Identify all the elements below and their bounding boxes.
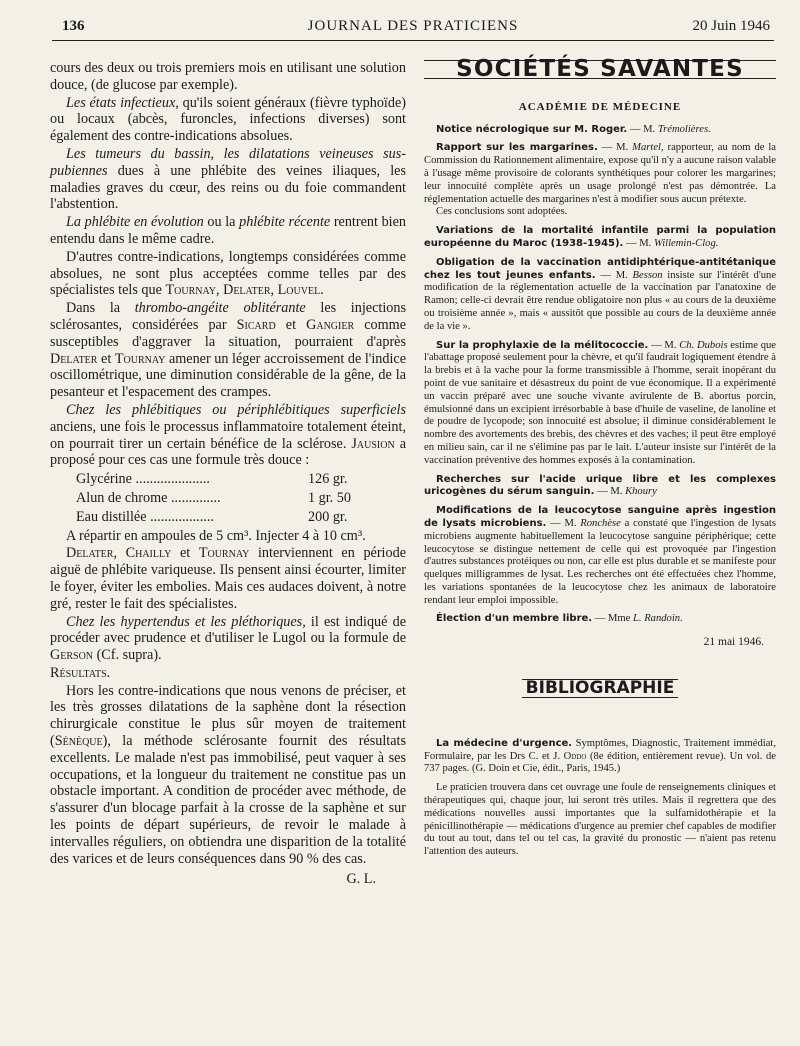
- list-item: Notice nécrologique sur M. Roger. — M. Trémolières.: [436, 123, 711, 135]
- issue-date: 20 Juin 1946: [692, 18, 770, 34]
- book-review: Le praticien trouvera dans cet ouvrage une foule de renseignements cliniques et thérapeutiques qui, chaque jour, lui seront très utiles. Mais il regrettera que des médications nouvelles aussi importantes que la sulfamidothérapie et la pénicillinothérapie — médications d'urgence au premier chef capables de modifier du tout au tout, dans tel ou tel cas, la gravité du pronostic — n'aient pas retenu l'attention des auteurs.: [424, 782, 776, 858]
- list-item: Ces conclusions sont adoptées.: [436, 206, 568, 218]
- paragraph: Dans la thrombo-angéite oblitérante les injections sclérosantes, considérées par Sicard et Gangier comme susceptibles d'aggraver la situation, pourraient d'après Delater et Tournay amener un léger accroissement de l'indice oscillométrique, une diminution considérable de la gêne, de la pesanteur et l'espacement des crampes.: [50, 300, 407, 401]
- bibliography-title: BIBLIOGRAPHIE: [424, 679, 776, 698]
- page-header: [52, 14, 774, 38]
- session-date: 21 mai 1946.: [703, 636, 764, 649]
- book-entry: La médecine d'urgence. Symptômes, Diagnostic, Traitement immédiat, Formulaire, par les Drs C. et J. Oddo (8e édition, entièrement revue). Un vol. de 737 pages. (G. Doin et Cie, édit., Paris, 1945.): [424, 737, 777, 775]
- journal-title: JOURNAL DES PRATICIENS: [307, 18, 519, 34]
- paragraph: A répartir en ampoules de 5 cm³. Injecter 4 à 10 cm³.: [66, 527, 366, 544]
- paragraph: Les tumeurs du bassin, les dilatations veineuses sus-pubiennes dues à une phlébite des veines iliaques, les maladies graves du cœur, des reins ou du foie commandent l'abstention.: [50, 145, 406, 213]
- list-item: Sur la prophylaxie de la mélitococcie. — M. Ch. Dubois estime que l'abattage proposé seulement pour la chèvre, et qu'il faudrait logiquement étendre à la brebis et à la vache pour la forme transmissible à l'homme, serait inopérant du point de vue sanitaire et désastreux du point de vue économique. Il a expérimenté un vaccin préparé avec une souche vivante avirulente de B. abortus porcin, émulsionné dans un excipient irrésorbable à base d'huile de vaseline, de lanoline et de poudre de lycopode; son innocuité est absolue; il diminue considérablement le nombre des avortements des brebis, des chèvres et des vaches; il peut être employé en milieu sain, car il ne s'élimine pas par le lait. L'auteur insiste sur l'intérêt de la vaccination préventive des hommes exposés à la contamination.: [424, 339, 776, 466]
- formula-row: Alun de chrome .............. 1 gr. 50: [76, 489, 351, 506]
- list-item: Recherches sur l'acide urique libre et les complexes uricogènes du sérum sanguin. — M. Khoury: [424, 473, 776, 498]
- list-item: Modifications de la leucocytose sanguine après ingestion de lysats microbiens. — M. Ronchèse a constaté que l'ingestion de lysats microbiens augmente habituellement la leucocytose sanguine périphérique; cette leucocytose se distingue nettement de celle qui est provoquée par l'ingestion d'autres substances protéiques ou non, car elle est plus durable et se manifeste pour quelques milligrammes de lysat. Les recherches ont été effectuées chez l'homme, les variations spontanées de la leucocytose chez les animaux de laboratoire rendant leur emploi impossible.: [424, 505, 776, 606]
- right-column: [424, 56, 777, 865]
- list-item: Variations de la mortalité infantile parmi la population européenne du Maroc (1938-1945). — M. Willemin-Clog.: [424, 225, 776, 249]
- list-item: Rapport sur les margarines. — M. Martel, rapporteur, au nom de la Commission du Rationnement alimentaire, expose qu'il n'y a aucune raison valable à l'usage même provisoire de colorants synthétiques pour colorer les margarines; leur innocuité complète après un usage prolongé n'est pas démontrée. La réglementation actuelle des margarines n'est à modifier sous aucun prétexte.: [424, 142, 777, 205]
- signature: G. L.: [346, 871, 376, 888]
- academy-heading: ACADÉMIE DE MÉDECINE: [518, 100, 682, 113]
- formula-list: [50, 471, 406, 525]
- list-item: Obligation de la vaccination antidiphtérique-antitétanique chez les tout jeunes enfants. — M. Besson insiste sur l'intérêt d'une modification de la réglementation actuelle de la vaccination par l'anatoxine de Ramon; celle-ci devrait être rendue obligatoire non plus « au cours de la deuxième ou troisième année », mais « aussitôt que possible au cours de la deuxième année de la vie ».: [424, 256, 777, 332]
- results-heading: Résultats.: [50, 664, 111, 681]
- left-column: [50, 60, 406, 888]
- formula-row: Glycérine ..................... 126 gr.: [76, 471, 348, 488]
- paragraph: cours des deux ou trois premiers mois en utilisant une solution douce, (de glucose par exemple).: [50, 60, 406, 93]
- list-item: Élection d'un membre libre. — Mme L. Randoin.: [436, 613, 683, 625]
- paragraph: Delater, Chailly et Tournay interviennent en période aiguë de phlébite variqueuse. Ils pensent ainsi écourter, limiter le foyer, éviter les embolies. Mais ces audaces doivent, à notre gré, rester le fait des spécialistes.: [50, 545, 406, 612]
- paragraph: Hors les contre-indications que nous venons de préciser, et les très grosses dilatations de la saphène dont la résection chirurgicale constitue le plus sûr moyen de traitement (Sénèque), la méthode sclérosante fournit des résultats excellents. Le malade n'est pas immobilisé, peut vaquer à ses occupations, et la longueur du traitement ne constitue pas un obstacle important. A condition de procéder avec méthode, de s'assurer d'un blocage parfait à la crosse de la saphène et sur les points de départ supérieurs, de revoir le malade à intervalles réguliers, on obtiendra une disparition de la totalité des varices et de leurs conséquences dans 90 % des cas.: [50, 682, 406, 867]
- paragraph: La phlébite en évolution ou la phlébite récente rentrent bien entendu dans le même cadre.: [50, 214, 406, 247]
- paragraph: Chez les hypertendus et les pléthoriques, il est indiqué de procéder avec prudence et d'utiliser le Lugol ou la formule de Gerson (Cf. supra).: [50, 613, 406, 664]
- page-number: 136: [62, 18, 85, 34]
- paragraph: Les états infectieux, qu'ils soient généraux (fièvre typhoïde) ou locaux (abcès, furoncles, infections diverses) sont également des contre-indications absolues.: [50, 94, 406, 145]
- formula-row: Eau distillée .................. 200 gr.: [76, 508, 348, 525]
- paragraph: D'autres contre-indications, longtemps considérées comme absolues, ne sont plus acceptées comme telles par des spécialistes tels que Tournay, Delater, Louvel.: [50, 248, 406, 299]
- header-rule: [52, 40, 774, 41]
- paragraph: Chez les phlébitiques ou périphlébitiques superficiels anciens, une fois le processus inflammatoire totalement éteint, on pourrait tirer un certain bénéfice de la sclérose. Jausion a proposé pour ces cas une formule très douce :: [50, 401, 406, 469]
- section-title: SOCIÉTÉS SAVANTES: [424, 60, 776, 79]
